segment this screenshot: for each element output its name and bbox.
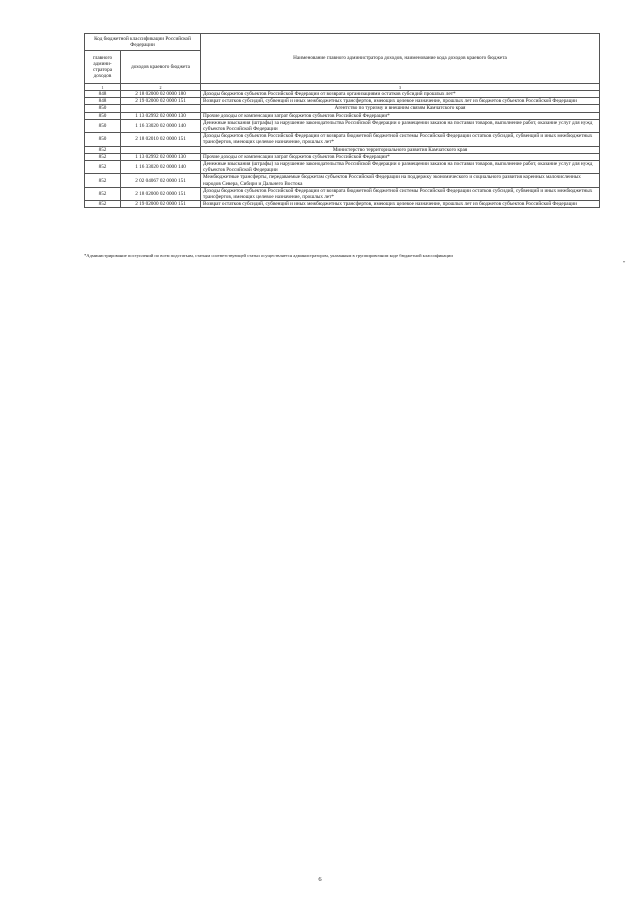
column-number-row [85,84,600,91]
revenue-name-cell: Доходы бюджетов субъектов Российской Федерации от возврата бюджетной бюджетной системы Российской Федерации остатков субсидий, субвенций и иных межбюджетных трансфертов, имеющих целевое назначение, прошлых лет* [201,187,600,200]
revenue-code-cell: 2 18 02000 02 0000 180 [121,91,201,98]
revenue-name-cell: Доходы бюджетов субъектов Российской Федерации от возврата бюджетной бюджетной системы Российской Федерации остатков субсидий, субвенций и иных межбюджетных трансфертов, имеющих целевое назначение, прошлых лет* [201,133,600,146]
revenue-code-cell: 2 19 02000 02 0000 151 [121,201,201,208]
admin-code-cell: 852 [85,153,121,160]
revenue-name-cell: Возврат остатков субсидий, субвенций и иных межбюджетных трансфертов, имеющих целевое назначение, прошлых лет из бюджетов субъектов Российской Федерации [201,201,600,208]
revenue-name-cell: Денежные взыскания (штрафы) за нарушение законодательства Российской Федерации о размещении заказов на поставки товаров, выполнение работ, оказание услуг для нужд субъектов Российской Федерации [201,119,600,132]
table-row [85,174,600,187]
header-name-column: Наименование главного администратора доходов, наименование кода доходов краевого бюджета [201,34,600,84]
column-number: 1 [85,84,121,91]
revenue-code-cell: 1 16 33020 02 0000 140 [121,161,201,174]
admin-code-cell: 852 [85,174,121,187]
admin-code-cell: 850 [85,105,121,112]
admin-code-cell: 848 [85,91,121,98]
header-budget-classification: Код бюджетной классификации Российской Федерации [85,34,201,51]
revenue-name-cell: Агентство по туризму и внешним связям Камчатского края [201,105,600,112]
admin-code-cell: 852 [85,187,121,200]
table-row [85,133,600,146]
header-admin-column: главного админи-стратора доходов [85,51,121,84]
admin-code-cell: 852 [85,161,121,174]
revenue-name-cell: Министерство территориального развития Камчатского края [201,146,600,153]
header-code-column: доходов краевого бюджета [121,51,201,84]
revenue-code-cell: 2 19 02000 02 0000 151 [121,98,201,105]
revenue-code-cell: 2 02 04067 02 0000 151 [121,174,201,187]
admin-code-cell: 850 [85,119,121,132]
revenue-code-cell: 1 13 02992 02 0000 130 [121,112,201,119]
section-row [85,146,600,153]
page-number: 6 [318,876,322,883]
revenue-code-cell [121,105,201,112]
corner-mark: " [623,261,626,267]
admin-code-cell: 852 [85,201,121,208]
table-row [85,201,600,208]
table-row [85,112,600,119]
table-row [85,119,600,132]
revenue-name-cell: Доходы бюджетов субъектов Российской Федерации от возврата организациями остатков субсидий прошлых лет* [201,91,600,98]
column-number: 3 [201,84,600,91]
revenue-code-cell: 1 16 33020 02 0000 140 [121,119,201,132]
revenue-code-cell: 1 13 02992 02 0000 130 [121,153,201,160]
table-row [85,98,600,105]
admin-code-cell: 850 [85,133,121,146]
revenue-name-cell: Межбюджетные трансферты, передаваемые бюджетам субъектов Российской Федерации на поддержку экономического и социального развития коренных малочисленных народов Севера, Сибири и Дальнего Востока [201,174,600,187]
revenue-code-cell [121,146,201,153]
revenue-name-cell: Денежные взыскания (штрафы) за нарушение законодательства Российской Федерации о размещении заказов на поставки товаров, выполнение работ, оказание услуг для нужд субъектов Российской Федерации [201,161,600,174]
revenue-code-cell: 2 18 02000 02 0000 151 [121,187,201,200]
column-number: 2 [121,84,201,91]
revenue-name-cell: Прочие доходы от компенсации затрат бюджетов субъектов Российской Федерации* [201,112,600,119]
revenue-administrators-table [84,33,600,208]
table-row [85,91,600,98]
revenue-name-cell: Прочие доходы от компенсации затрат бюджетов субъектов Российской Федерации* [201,153,600,160]
table-row [85,187,600,200]
table-row [85,161,600,174]
admin-code-cell: 852 [85,146,121,153]
revenue-name-cell: Возврат остатков субсидий, субвенций и иных межбюджетных трансфертов, имеющих целевое назначение, прошлых лет из бюджетов субъектов Российской Федерации [201,98,600,105]
footnote: *Администрирование поступлений по всем подстатьям, статьям соответствующей статьи осуществляется администратором, указанным в группировочном коде бюджетной классификации [84,253,453,258]
admin-code-cell: 850 [85,112,121,119]
section-row [85,105,600,112]
table-body [85,91,600,208]
revenue-code-cell: 2 18 02010 02 0000 151 [121,133,201,146]
admin-code-cell: 848 [85,98,121,105]
table-row [85,153,600,160]
table-header [85,34,600,91]
